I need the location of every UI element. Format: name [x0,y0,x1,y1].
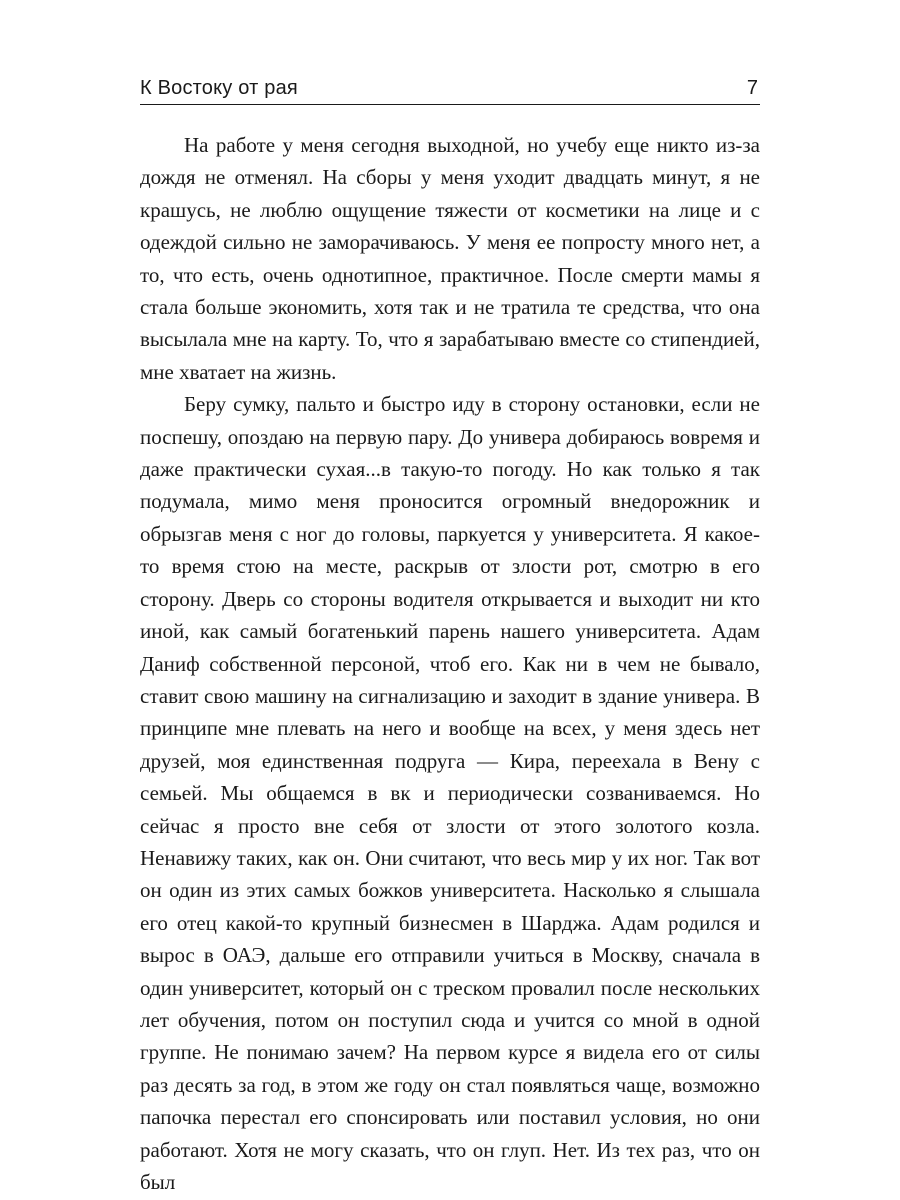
page-header [140,74,760,105]
paragraph: На работе у меня сегодня выходной, но учебу еще никто из-за дождя не отменял. На сборы у меня уходит двадцать минут, я не крашусь, не люблю ощущение тяжести от косметики на лице и с одеждой сильно не заморачиваюсь. У меня ее попросту много нет, а то, что есть, очень однотипное, практичное. После смерти мамы я стала больше экономить, хотя так и не тратила те средства, что она высылала мне на карту. То, что я зарабатываю вместе со стипендией, мне хватает на жизнь. [140,133,760,384]
body-text [140,129,760,1194]
page-number: 7 [746,77,758,99]
paragraph: Беру сумку, пальто и быстро иду в сторону остановки, если не поспешу, опоздаю на первую пару. До универа добираюсь вовремя и даже практически сухая...в такую-то погоду. Но как только я так подумала, мимо меня проносится огромный внедорожник и обрызгав меня с ног до головы, паркуется у университета. Я какое-то время стою на месте, раскрыв от злости рот, смотрю в его сторону. Дверь со стороны водителя открывается и выходит ни кто иной, как самый богатенький парень нашего университета. Адам Даниф собственной персоной, чтоб его. Как ни в чем не бывало, ставит свою машину на сигнализацию и заходит в здание универа. В принципе мне плевать на него и вообще на всех, у меня здесь нет друзей, моя единственная подруга — Кира, переехала в Вену с семьей. Мы общаемся в вк и периодически созваниваемся. Но сейчас я просто вне себя от злости от этого золотого козла. Ненавижу таких, как он. Они считают, что весь мир у их ног. Так вот он один из этих самых божков университета. Насколько я слышала его отец какой-то крупный бизнесмен в Шарджа. Адам родился и вырос в ОАЭ, дальше его отправили учиться в Москву, сначала в один университет, который он с треском провалил после нескольких лет обучения, потом он поступил сюда и учится со мной в одной группе. Не понимаю зачем? На первом курсе я видела его от силы раз десять за год, в этом же году он стал появляться чаще, возможно папочка перестал его спонсировать или поставил условия, но они работают. Хотя не могу сказать, что он глуп. Нет. Из тех раз, что он был [140,392,760,1194]
running-title: К Востоку от рая [140,77,298,99]
